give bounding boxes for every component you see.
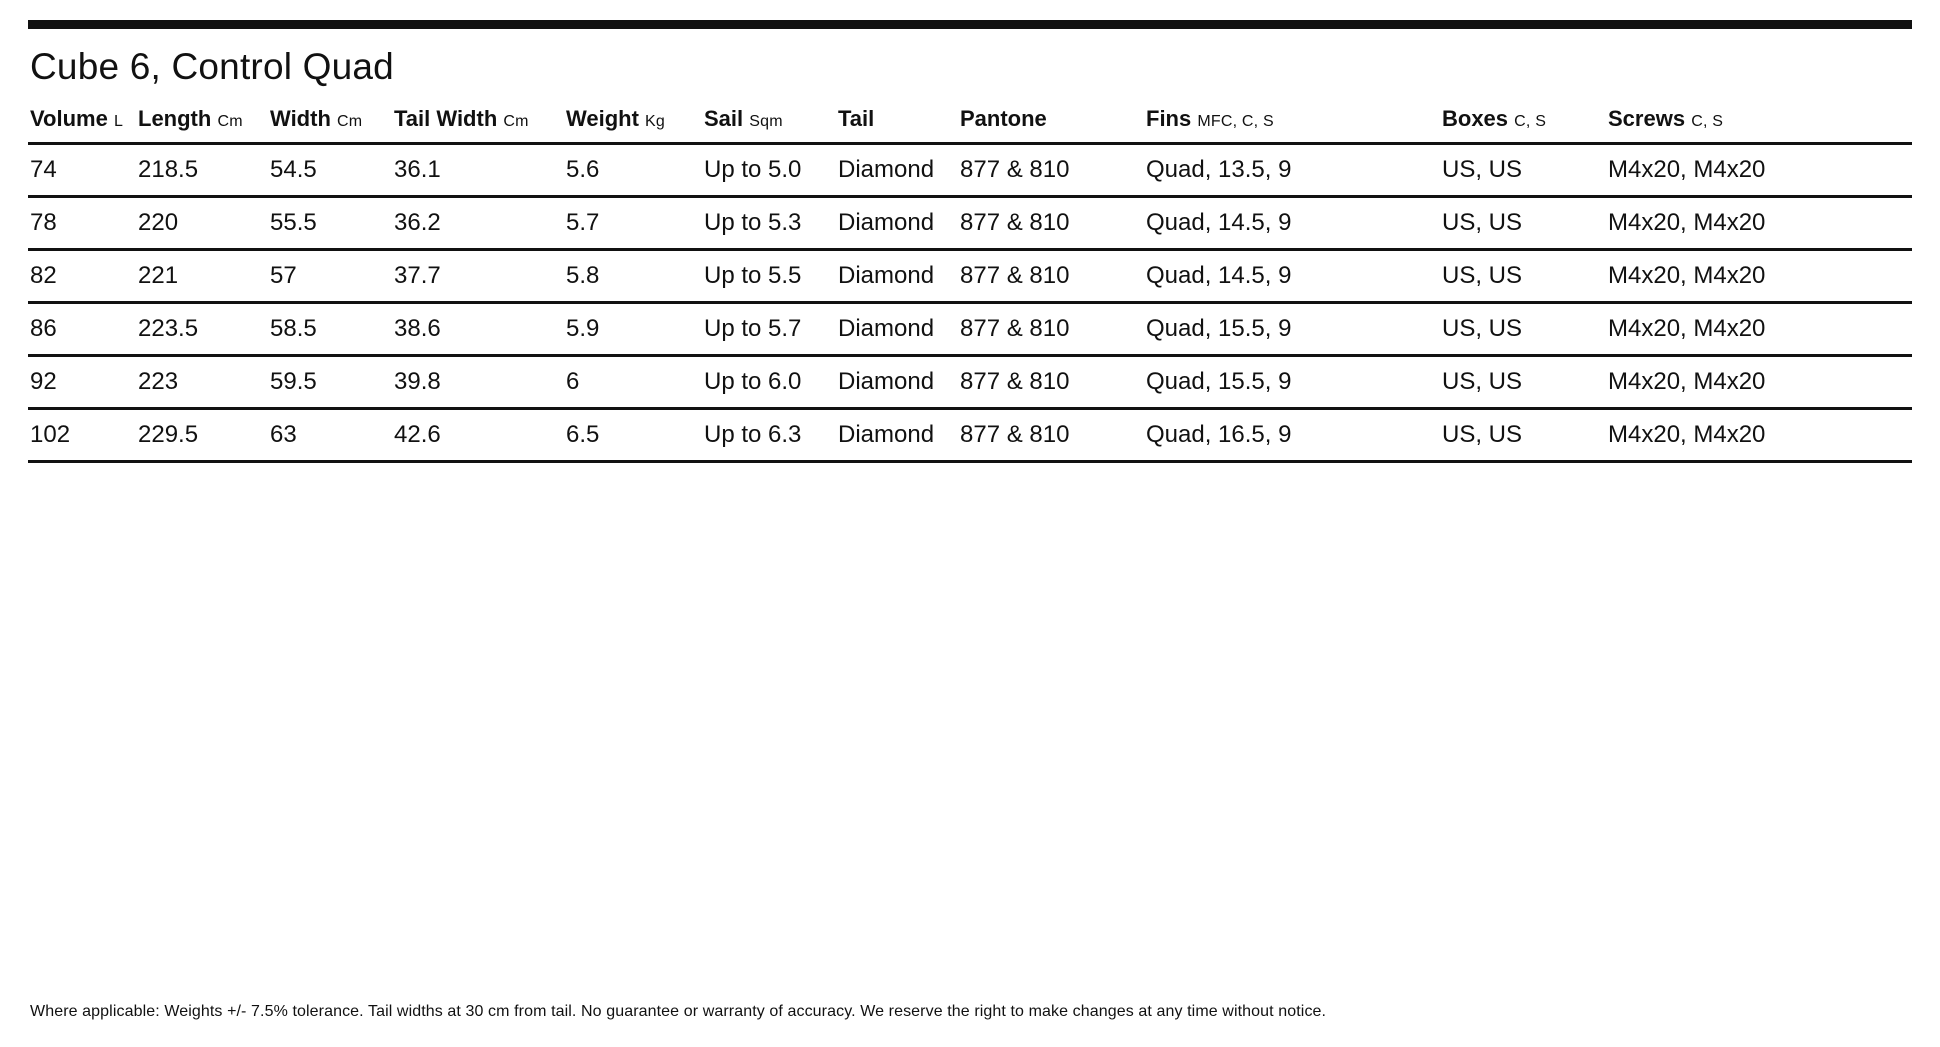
column-unit: Cm (337, 112, 363, 130)
cell-volume: 102 (28, 408, 136, 461)
cell-tail-width: 36.2 (392, 196, 564, 249)
cell-pantone: 877 & 810 (958, 302, 1144, 355)
column-header-width (268, 106, 392, 144)
cell-width: 57 (268, 249, 392, 302)
table-header-row (28, 106, 1912, 144)
table-header (28, 106, 1912, 144)
specification-table (28, 106, 1912, 463)
cell-boxes: US, US (1440, 249, 1606, 302)
cell-tail-width: 38.6 (392, 302, 564, 355)
column-header-volume (28, 106, 136, 144)
cell-tail: Diamond (836, 196, 958, 249)
column-unit: L (113, 112, 124, 130)
column-header-tail-width (392, 106, 564, 144)
table-row (28, 355, 1912, 408)
cell-fins: Quad, 15.5, 9 (1144, 355, 1440, 408)
cell-sail: Up to 5.5 (702, 249, 836, 302)
cell-sail: Up to 5.3 (702, 196, 836, 249)
table-row (28, 408, 1912, 461)
cell-tail: Diamond (836, 143, 958, 196)
cell-boxes: US, US (1440, 196, 1606, 249)
column-label: Boxes (1442, 105, 1509, 131)
column-label: Sail (704, 105, 744, 131)
spec-sheet-page (0, 20, 1940, 1047)
cell-boxes: US, US (1440, 355, 1606, 408)
cell-sail: Up to 5.7 (702, 302, 836, 355)
cell-width: 54.5 (268, 143, 392, 196)
column-label: Tail Width (394, 105, 498, 131)
cell-length: 223.5 (136, 302, 268, 355)
column-label: Screws (1608, 105, 1686, 131)
cell-length: 223 (136, 355, 268, 408)
column-unit: C, S (1514, 112, 1547, 130)
cell-length: 218.5 (136, 143, 268, 196)
column-label: Tail (838, 105, 875, 131)
cell-fins: Quad, 16.5, 9 (1144, 408, 1440, 461)
cell-sail: Up to 6.3 (702, 408, 836, 461)
column-header-sail (702, 106, 836, 144)
cell-volume: 74 (28, 143, 136, 196)
cell-screws: M4x20, M4x20 (1606, 408, 1912, 461)
cell-tail-width: 42.6 (392, 408, 564, 461)
column-header-tail (836, 106, 958, 144)
cell-pantone: 877 & 810 (958, 355, 1144, 408)
cell-boxes: US, US (1440, 408, 1606, 461)
cell-pantone: 877 & 810 (958, 249, 1144, 302)
cell-screws: M4x20, M4x20 (1606, 355, 1912, 408)
cell-sail: Up to 5.0 (702, 143, 836, 196)
cell-tail: Diamond (836, 355, 958, 408)
cell-length: 221 (136, 249, 268, 302)
cell-weight: 6.5 (564, 408, 702, 461)
column-unit: Cm (503, 112, 529, 130)
column-label: Length (138, 105, 212, 131)
table-row (28, 143, 1912, 196)
cell-width: 58.5 (268, 302, 392, 355)
cell-fins: Quad, 14.5, 9 (1144, 249, 1440, 302)
column-label: Weight (566, 105, 639, 131)
cell-boxes: US, US (1440, 302, 1606, 355)
cell-screws: M4x20, M4x20 (1606, 249, 1912, 302)
table-row (28, 302, 1912, 355)
cell-weight: 5.6 (564, 143, 702, 196)
column-header-fins (1144, 106, 1440, 144)
column-header-length (136, 106, 268, 144)
cell-length: 220 (136, 196, 268, 249)
cell-fins: Quad, 13.5, 9 (1144, 143, 1440, 196)
column-header-weight (564, 106, 702, 144)
cell-sail: Up to 6.0 (702, 355, 836, 408)
cell-length: 229.5 (136, 408, 268, 461)
cell-screws: M4x20, M4x20 (1606, 302, 1912, 355)
column-unit: C, S (1691, 112, 1724, 130)
cell-width: 59.5 (268, 355, 392, 408)
cell-tail-width: 36.1 (392, 143, 564, 196)
column-label: Width (270, 105, 331, 131)
column-header-pantone (958, 106, 1144, 144)
cell-volume: 82 (28, 249, 136, 302)
cell-fins: Quad, 14.5, 9 (1144, 196, 1440, 249)
cell-weight: 5.7 (564, 196, 702, 249)
column-label: Fins (1146, 105, 1192, 131)
table-body (28, 143, 1912, 461)
column-label: Pantone (960, 105, 1047, 131)
table-row (28, 249, 1912, 302)
cell-volume: 86 (28, 302, 136, 355)
column-unit: MFC, C, S (1197, 112, 1274, 130)
column-label: Volume (30, 105, 108, 131)
cell-weight: 5.8 (564, 249, 702, 302)
cell-fins: Quad, 15.5, 9 (1144, 302, 1440, 355)
cell-volume: 92 (28, 355, 136, 408)
table-row (28, 196, 1912, 249)
cell-pantone: 877 & 810 (958, 143, 1144, 196)
cell-width: 63 (268, 408, 392, 461)
column-unit: Sqm (749, 112, 783, 130)
cell-width: 55.5 (268, 196, 392, 249)
cell-boxes: US, US (1440, 143, 1606, 196)
cell-pantone: 877 & 810 (958, 196, 1144, 249)
column-unit: Kg (645, 112, 666, 130)
cell-volume: 78 (28, 196, 136, 249)
column-header-boxes (1440, 106, 1606, 144)
cell-tail: Diamond (836, 302, 958, 355)
cell-tail-width: 37.7 (392, 249, 564, 302)
cell-tail: Diamond (836, 408, 958, 461)
cell-tail-width: 39.8 (392, 355, 564, 408)
cell-screws: M4x20, M4x20 (1606, 196, 1912, 249)
column-unit: Cm (217, 112, 243, 130)
cell-pantone: 877 & 810 (958, 408, 1144, 461)
column-header-screws (1606, 106, 1912, 144)
cell-tail: Diamond (836, 249, 958, 302)
cell-weight: 5.9 (564, 302, 702, 355)
cell-weight: 6 (564, 355, 702, 408)
cell-screws: M4x20, M4x20 (1606, 143, 1912, 196)
page-title: Cube 6, Control Quad (30, 46, 394, 87)
disclaimer-footnote: Where applicable: Weights +/- 7.5% tolerance. Tail widths at 30 cm from tail. No guarantee or warranty of accuracy. We reserve the right to make changes at any time without notice. (30, 1003, 1327, 1020)
header-rule (28, 20, 1912, 29)
